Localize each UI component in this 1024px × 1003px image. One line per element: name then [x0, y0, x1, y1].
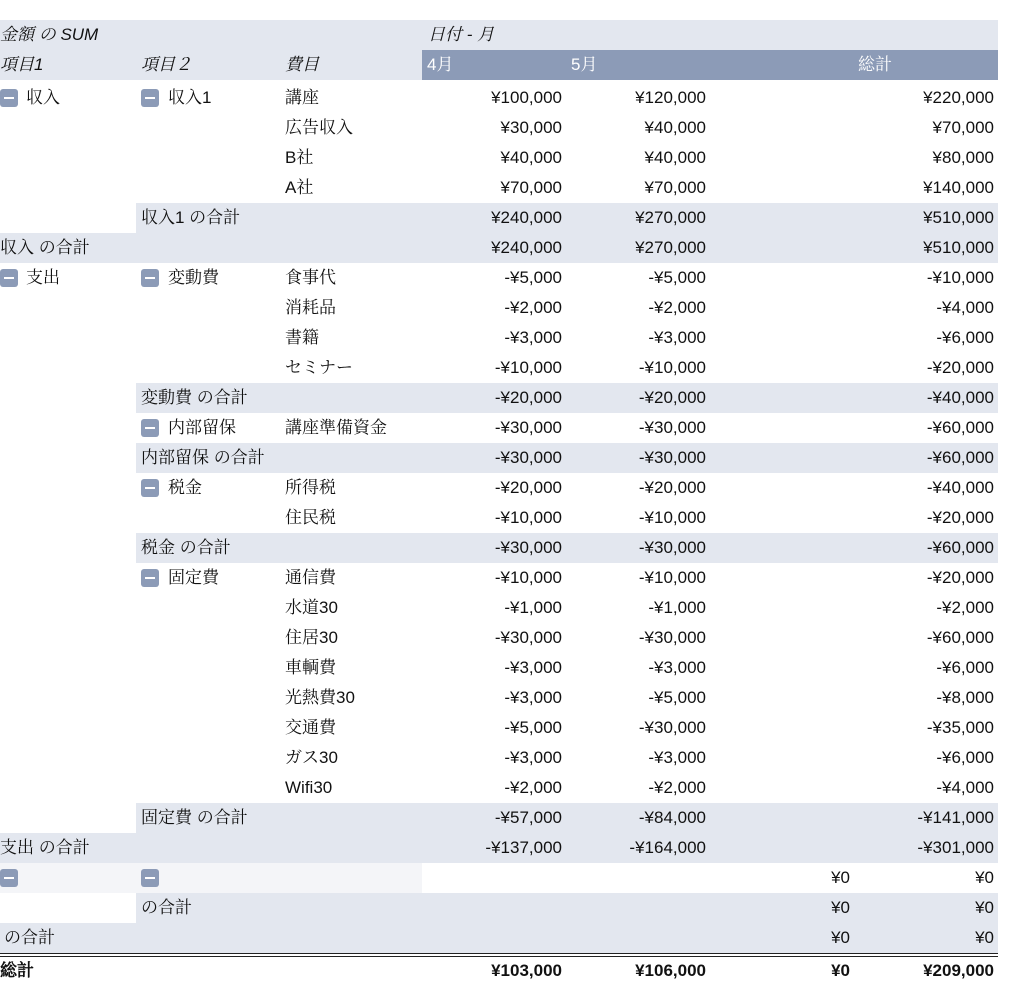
total-cell: -¥60,000 [926, 448, 994, 467]
group-total-row [0, 833, 998, 863]
category-cell: 水道30 [285, 598, 338, 617]
apr-cell: -¥10,000 [494, 358, 562, 377]
category-cell: B社 [285, 148, 314, 167]
apr-cell: -¥30,000 [494, 628, 562, 647]
total-cell: ¥80,000 [932, 148, 994, 167]
pivot-header-row-2 [0, 50, 998, 80]
date-field-label[interactable]: 日付 - 月 [428, 25, 495, 44]
may-cell: -¥10,000 [638, 568, 706, 587]
apr-cell: -¥1,000 [504, 598, 562, 617]
total-cell: -¥4,000 [936, 298, 994, 317]
may-cell: ¥40,000 [644, 148, 706, 167]
apr-cell: -¥5,000 [504, 268, 562, 287]
category-cell: 住民税 [285, 508, 336, 527]
may-cell: -¥3,000 [648, 328, 706, 347]
group-label-expense: 支出 [26, 268, 60, 287]
may-cell: -¥3,000 [648, 748, 706, 767]
category-cell: 書籍 [285, 328, 319, 347]
may-cell: ¥270,000 [635, 238, 706, 257]
may-cell: -¥5,000 [648, 268, 706, 287]
may-cell: -¥1,000 [648, 598, 706, 617]
may-cell: -¥30,000 [638, 628, 706, 647]
subgroup-label-fixed: 固定費 [168, 568, 219, 587]
apr-cell: -¥20,000 [494, 478, 562, 497]
total-cell: -¥60,000 [926, 418, 994, 437]
total-cell: -¥20,000 [926, 358, 994, 377]
category-cell: 広告収入 [285, 118, 353, 137]
subgroup-label-income1: 収入1 [168, 88, 212, 107]
may-cell: -¥20,000 [638, 388, 706, 407]
subgroup-label-variable: 変動費 [168, 268, 219, 287]
category-cell: 食事代 [285, 268, 336, 287]
table-row [0, 623, 998, 653]
category-cell: セミナー [285, 358, 353, 377]
collapse-icon[interactable] [0, 869, 18, 887]
grand-total-rule [0, 953, 998, 954]
group-total-label: 収入 の合計 [0, 238, 90, 257]
table-row [0, 473, 998, 503]
blank-cell: ¥0 [831, 868, 850, 887]
grand-total-row [0, 956, 998, 986]
total-cell: -¥301,000 [917, 838, 994, 857]
apr-cell: -¥2,000 [504, 778, 562, 797]
apr-cell: -¥3,000 [504, 748, 562, 767]
may-cell: -¥164,000 [629, 838, 706, 857]
group-label-income: 収入 [26, 88, 60, 107]
group-total-row [0, 233, 998, 263]
apr-cell: ¥40,000 [500, 148, 562, 167]
total-cell: -¥40,000 [926, 388, 994, 407]
total-cell: ¥0 [975, 928, 994, 947]
sum-field-label[interactable]: 金額 の SUM [0, 25, 99, 44]
total-cell: -¥20,000 [926, 508, 994, 527]
may-cell: -¥3,000 [648, 658, 706, 677]
column-header-band [422, 50, 998, 80]
table-row [0, 83, 998, 113]
collapse-icon[interactable] [141, 89, 159, 107]
total-cell: -¥2,000 [936, 598, 994, 617]
subtotal-label: 税金 の合計 [141, 538, 231, 557]
apr-cell: -¥30,000 [494, 448, 562, 467]
total-cell: ¥70,000 [932, 118, 994, 137]
total-cell: -¥20,000 [926, 568, 994, 587]
collapse-icon[interactable] [0, 89, 18, 107]
category-cell: 講座準備資金 [285, 418, 387, 437]
apr-cell: -¥57,000 [494, 808, 562, 827]
subtotal-row [0, 803, 998, 833]
may-cell: ¥106,000 [635, 961, 706, 980]
category-cell: A社 [285, 178, 314, 197]
may-cell: -¥30,000 [638, 448, 706, 467]
subtotal-label: 固定費 の合計 [141, 808, 248, 827]
may-cell: ¥40,000 [644, 118, 706, 137]
category-cell: 講座 [285, 88, 319, 107]
table-row [0, 323, 998, 353]
table-row [0, 263, 998, 293]
may-cell: -¥10,000 [638, 508, 706, 527]
total-cell: ¥0 [975, 868, 994, 887]
collapse-icon[interactable] [141, 479, 159, 497]
category-cell: 通信費 [285, 568, 336, 587]
total-cell: -¥8,000 [936, 688, 994, 707]
may-cell: -¥30,000 [638, 418, 706, 437]
table-row [0, 413, 998, 443]
total-cell: -¥40,000 [926, 478, 994, 497]
may-cell: -¥2,000 [648, 778, 706, 797]
blank-cell: ¥0 [831, 928, 850, 947]
group-total-row [0, 923, 998, 953]
apr-cell: -¥20,000 [494, 388, 562, 407]
column-header-total[interactable]: 総計 [858, 55, 892, 74]
grand-total-label: 総計 [0, 961, 34, 980]
total-cell: -¥6,000 [936, 658, 994, 677]
table-row [0, 683, 998, 713]
total-cell: -¥60,000 [926, 628, 994, 647]
subtotal-row [0, 383, 998, 413]
total-cell: -¥141,000 [917, 808, 994, 827]
apr-cell: ¥100,000 [491, 88, 562, 107]
total-cell: -¥60,000 [926, 538, 994, 557]
column-header-may[interactable]: 5月 [571, 55, 598, 74]
apr-cell: -¥3,000 [504, 658, 562, 677]
subtotal-label: 内部留保 の合計 [141, 448, 265, 467]
apr-cell: -¥30,000 [494, 418, 562, 437]
may-cell: ¥270,000 [635, 208, 706, 227]
table-row [0, 503, 998, 533]
apr-cell: ¥30,000 [500, 118, 562, 137]
group-total-label: の合計 [4, 928, 55, 947]
total-cell: -¥6,000 [936, 748, 994, 767]
column-header-apr[interactable]: 4月 [427, 55, 454, 74]
may-cell: -¥20,000 [638, 478, 706, 497]
subtotal-row [0, 203, 998, 233]
table-row [0, 113, 998, 143]
category-cell: Wifi30 [285, 778, 333, 797]
blank-cell: ¥0 [831, 961, 850, 980]
table-row [0, 563, 998, 593]
subgroup-label-retained: 内部留保 [168, 418, 236, 437]
subgroup-label-tax: 税金 [168, 478, 202, 497]
may-cell: -¥2,000 [648, 298, 706, 317]
apr-cell: -¥3,000 [504, 688, 562, 707]
total-cell: -¥6,000 [936, 328, 994, 347]
table-row [0, 143, 998, 173]
apr-cell: -¥3,000 [504, 328, 562, 347]
category-cell: ガス30 [285, 748, 338, 767]
table-row [0, 863, 998, 893]
subtotal-label: の合計 [141, 898, 192, 917]
column-header-item1[interactable]: 項目1 [0, 55, 44, 74]
table-row [0, 173, 998, 203]
collapse-icon[interactable] [0, 269, 18, 287]
total-cell: ¥209,000 [923, 961, 994, 980]
total-cell: ¥0 [975, 898, 994, 917]
table-row [0, 743, 998, 773]
may-cell: -¥84,000 [638, 808, 706, 827]
category-cell: 所得税 [285, 478, 336, 497]
blank-cell: ¥0 [831, 898, 850, 917]
total-cell: ¥140,000 [923, 178, 994, 197]
category-cell: 住居30 [285, 628, 338, 647]
table-row [0, 593, 998, 623]
category-cell: 光熱費30 [285, 688, 355, 707]
may-cell: ¥120,000 [635, 88, 706, 107]
total-cell: -¥4,000 [936, 778, 994, 797]
total-cell: ¥510,000 [923, 238, 994, 257]
total-cell: -¥10,000 [926, 268, 994, 287]
may-cell: ¥70,000 [644, 178, 706, 197]
total-cell: ¥510,000 [923, 208, 994, 227]
collapse-icon[interactable] [141, 269, 159, 287]
subtotal-label: 変動費 の合計 [141, 388, 248, 407]
apr-cell: ¥240,000 [491, 238, 562, 257]
apr-cell: ¥103,000 [491, 961, 562, 980]
may-cell: -¥5,000 [648, 688, 706, 707]
may-cell: -¥10,000 [638, 358, 706, 377]
table-row [0, 353, 998, 383]
apr-cell: -¥2,000 [504, 298, 562, 317]
apr-cell: -¥5,000 [504, 718, 562, 737]
subtotal-row [0, 443, 998, 473]
category-cell: 消耗品 [285, 298, 336, 317]
apr-cell: ¥240,000 [491, 208, 562, 227]
collapse-icon[interactable] [141, 419, 159, 437]
table-row [0, 713, 998, 743]
apr-cell: ¥70,000 [500, 178, 562, 197]
table-row [0, 773, 998, 803]
group-total-label: 支出 の合計 [0, 838, 90, 857]
apr-cell: -¥137,000 [485, 838, 562, 857]
total-cell: ¥220,000 [923, 88, 994, 107]
table-row [0, 293, 998, 323]
apr-cell: -¥10,000 [494, 568, 562, 587]
may-cell: -¥30,000 [638, 718, 706, 737]
category-cell: 車輌費 [285, 658, 336, 677]
subtotal-row [0, 533, 998, 563]
may-cell: -¥30,000 [638, 538, 706, 557]
collapse-icon[interactable] [141, 569, 159, 587]
subtotal-row [0, 893, 998, 923]
column-header-item2[interactable]: 項目２ [141, 55, 192, 74]
collapse-icon[interactable] [141, 869, 159, 887]
subtotal-label: 収入1 の合計 [141, 208, 241, 227]
column-header-category[interactable]: 費目 [285, 55, 319, 74]
apr-cell: -¥10,000 [494, 508, 562, 527]
total-cell: -¥35,000 [926, 718, 994, 737]
apr-cell: -¥30,000 [494, 538, 562, 557]
category-cell: 交通費 [285, 718, 336, 737]
pivot-header-row-1 [0, 20, 998, 50]
table-row [0, 653, 998, 683]
